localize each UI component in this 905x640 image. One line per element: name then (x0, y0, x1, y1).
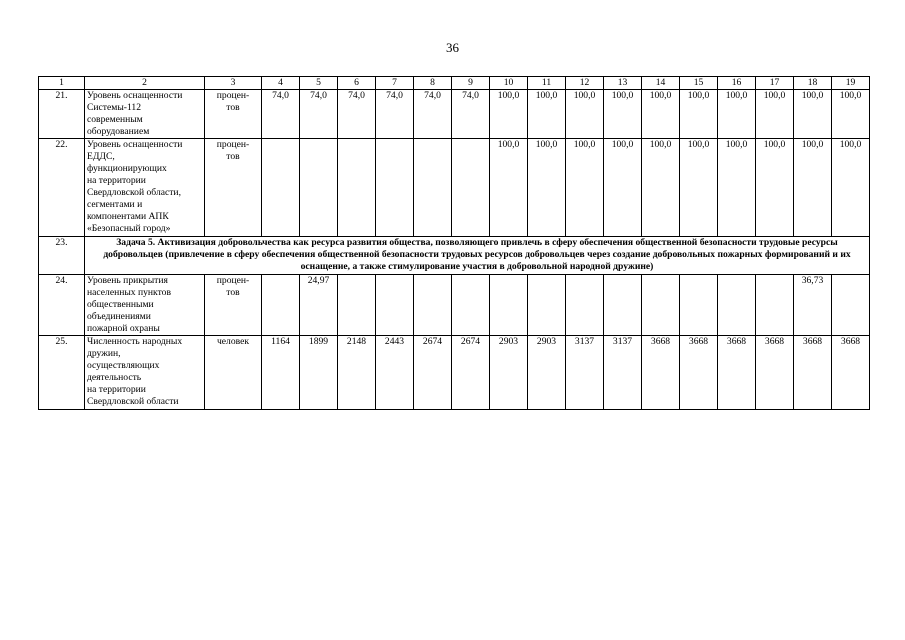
value-cell (376, 275, 414, 336)
value-cell (300, 139, 338, 237)
value-cell: 24,97 (300, 275, 338, 336)
header-cell: 16 (718, 77, 756, 90)
value-cell: 1164 (262, 336, 300, 410)
value-cell: 2674 (452, 336, 490, 410)
row-number: 21. (39, 90, 85, 139)
indicator-name-line: оборудованием (87, 126, 150, 137)
header-cell: 4 (262, 77, 300, 90)
unit-line: тов (226, 102, 240, 113)
page-number: 36 (446, 40, 459, 55)
value-cell: 2148 (338, 336, 376, 410)
row-number: 25. (39, 336, 85, 410)
value-cell: 1899 (300, 336, 338, 410)
row-number: 22. (39, 139, 85, 237)
value-cell: 3668 (642, 336, 680, 410)
value-cell (262, 139, 300, 237)
unit-line: человек (216, 336, 250, 347)
value-cell (832, 275, 870, 336)
indicator-name-line: Уровень оснащенности (87, 90, 183, 101)
header-cell: 3 (205, 77, 262, 90)
indicator-name-line: дружин, (87, 348, 121, 359)
value-cell: 3668 (756, 336, 794, 410)
indicator-name-line: ЕДДС, (87, 151, 115, 162)
indicator-name-line: Уровень прикрытия (87, 275, 168, 286)
header-cell: 9 (452, 77, 490, 90)
header-cell: 15 (680, 77, 718, 90)
value-cell (642, 275, 680, 336)
value-cell (680, 275, 718, 336)
value-cell: 3668 (794, 336, 832, 410)
value-cell: 74,0 (338, 90, 376, 139)
unit-line: тов (226, 287, 240, 298)
value-cell: 3137 (566, 336, 604, 410)
unit-cell (205, 90, 262, 139)
value-cell (528, 275, 566, 336)
unit-line: тов (226, 151, 240, 162)
value-cell: 100,0 (756, 139, 794, 237)
value-cell: 2903 (528, 336, 566, 410)
value-cell (566, 275, 604, 336)
indicator-name-line: на территории (87, 384, 146, 395)
header-cell: 6 (338, 77, 376, 90)
value-cell: 100,0 (566, 139, 604, 237)
value-cell (604, 275, 642, 336)
value-cell: 2903 (490, 336, 528, 410)
header-row (39, 77, 870, 90)
value-cell: 100,0 (680, 90, 718, 139)
header-cell: 11 (528, 77, 566, 90)
value-cell: 100,0 (642, 139, 680, 237)
header-cell: 8 (414, 77, 452, 90)
value-cell: 74,0 (414, 90, 452, 139)
value-cell (452, 275, 490, 336)
indicator-name-line: сегментами и (87, 199, 143, 210)
header-cell: 19 (832, 77, 870, 90)
value-cell: 3668 (718, 336, 756, 410)
value-cell: 100,0 (794, 90, 832, 139)
indicator-name-line: функционирующих (87, 163, 167, 174)
header-cell: 10 (490, 77, 528, 90)
value-cell: 2674 (414, 336, 452, 410)
value-cell: 100,0 (680, 139, 718, 237)
value-cell: 100,0 (794, 139, 832, 237)
indicator-name-line: компонентами АПК (87, 211, 169, 222)
value-cell (338, 275, 376, 336)
row-number: 23. (39, 237, 85, 275)
indicator-name-line: деятельность (87, 372, 142, 383)
value-cell: 100,0 (566, 90, 604, 139)
indicator-name-line: Системы-112 (87, 102, 141, 113)
indicator-name-line: осуществляющих (87, 360, 160, 371)
indicator-name-line: на территории (87, 175, 146, 186)
unit-line: процен- (216, 90, 250, 101)
header-cell: 17 (756, 77, 794, 90)
value-cell: 100,0 (528, 139, 566, 237)
value-cell: 74,0 (300, 90, 338, 139)
unit-line: процен- (216, 275, 250, 286)
indicator-name-line: Численность народных (87, 336, 183, 347)
value-cell: 100,0 (528, 90, 566, 139)
table-row (39, 237, 870, 275)
indicator-name (85, 139, 205, 237)
value-cell (452, 139, 490, 237)
indicator-name (85, 336, 205, 410)
indicators-table (38, 76, 870, 410)
value-cell: 3668 (680, 336, 718, 410)
indicator-name-line: населенных пунктов (87, 287, 171, 298)
value-cell: 100,0 (604, 139, 642, 237)
value-cell: 100,0 (604, 90, 642, 139)
task-heading: Задача 5. Активизация добровольчества как ресурса развития общества, позволяющего привлечь в сферу обеспечения общественной безопасности трудовые ресурсы добровольцев (привлечение в сферу обеспечения общественной безопасности трудовых ресурсов добровольцев через создание добровольных пожарных формирований и их оснащение, а также стимулирование участия в добровольной народной дружине) (85, 237, 870, 275)
unit-cell (205, 275, 262, 336)
value-cell: 3668 (832, 336, 870, 410)
value-cell (376, 139, 414, 237)
unit-line: процен- (216, 139, 250, 150)
value-cell: 100,0 (832, 139, 870, 237)
value-cell (262, 275, 300, 336)
header-cell: 14 (642, 77, 680, 90)
indicator-name-line: современным (87, 114, 143, 125)
header-cell: 12 (566, 77, 604, 90)
row-number: 24. (39, 275, 85, 336)
value-cell: 100,0 (718, 139, 756, 237)
value-cell: 3137 (604, 336, 642, 410)
value-cell (718, 275, 756, 336)
indicator-name-line: Свердловской области (87, 396, 179, 407)
table-row (39, 336, 870, 410)
header-cell: 7 (376, 77, 414, 90)
value-cell: 36,73 (794, 275, 832, 336)
value-cell: 100,0 (756, 90, 794, 139)
value-cell: 100,0 (490, 90, 528, 139)
value-cell (414, 139, 452, 237)
table-row (39, 139, 870, 237)
indicator-name-line: «Безопасный город» (87, 223, 171, 234)
value-cell (338, 139, 376, 237)
value-cell: 74,0 (262, 90, 300, 139)
value-cell: 2443 (376, 336, 414, 410)
indicator-name-line: пожарной охраны (87, 323, 160, 334)
unit-cell (205, 336, 262, 410)
header-cell: 2 (85, 77, 205, 90)
indicator-name-line: Свердловской области, (87, 187, 181, 198)
indicator-name (85, 275, 205, 336)
value-cell (490, 275, 528, 336)
table-row (39, 275, 870, 336)
header-cell: 1 (39, 77, 85, 90)
indicator-name-line: Уровень оснащенности (87, 139, 183, 150)
value-cell: 74,0 (376, 90, 414, 139)
value-cell (414, 275, 452, 336)
header-cell: 13 (604, 77, 642, 90)
indicator-name-line: объединениями (87, 311, 151, 322)
value-cell: 100,0 (718, 90, 756, 139)
value-cell (756, 275, 794, 336)
header-cell: 18 (794, 77, 832, 90)
value-cell: 74,0 (452, 90, 490, 139)
header-cell: 5 (300, 77, 338, 90)
table-row (39, 90, 870, 139)
indicator-name (85, 90, 205, 139)
value-cell: 100,0 (490, 139, 528, 237)
indicator-name-line: общественными (87, 299, 154, 310)
value-cell: 100,0 (832, 90, 870, 139)
value-cell: 100,0 (642, 90, 680, 139)
unit-cell (205, 139, 262, 237)
